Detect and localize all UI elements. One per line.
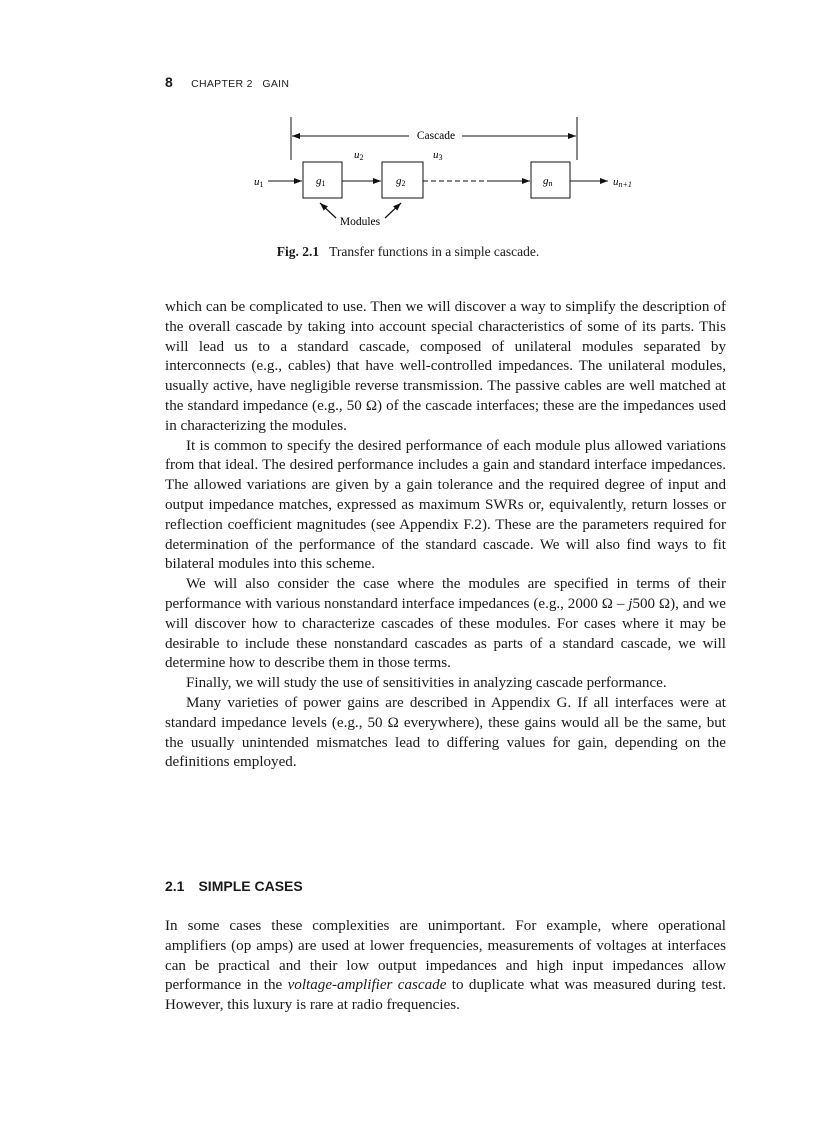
figure-caption-label: Fig. 2.1 [276,244,320,259]
paragraph: which can be complicated to use. Then we will discover a way to simplify the description of the overall cascade by taking into account special characteristics of some of its parts. This will lead us to a standard cascade, composed of unilateral modules separated by interconnects (e.g., cables) that have well-controlled impedances. The unilateral modules, usually active, have negligible reverse transmission. The passive cables are well matched at the standard impedance (e.g., 50 Ω) of the cascade interfaces; these are the impedances used in characterizing the modules. [165,299,726,434]
paragraph: It is common to specify the desired performance of each module plus allowed variations from that ideal. The desired performance includes a gain and standard interface impedances. The allowed variations are given by a gain tolerance and the required degree of input and output impedance matches, expressed as maximum SWRs or, equivalently, return losses or reflection coefficient magnitudes (see Appendix F.2). These are the parameters required for determination of the performance of the standard cascade. We will also find ways to fit bilateral modules into this scheme. [165,437,726,573]
emphasis: voltage-amplifier cascade [287,977,447,994]
modules-pointer-right [385,203,401,218]
section-body-text [165,917,726,1016]
section-number: 2.1 [165,878,185,894]
paragraph: In some cases these complexities are unimportant. For example, where operational amplifiers (op amps) are used at lower frequencies, measurements of voltages at interfaces can be practical and their low output impedances and high input impedances allow performance in the voltage-amplifier cascade to duplicate what was measured during test. However, this luxury is rare at radio frequencies. [165,918,726,1014]
u3-label: u3 [433,149,443,162]
page-header [165,74,289,90]
running-head: CHAPTER 2 GAIN [191,78,290,90]
modules-pointer-left [320,203,336,218]
cascade-figure [0,110,816,245]
u1-label: u1 [254,176,264,189]
modules-label: Modules [339,216,381,228]
cascade-label: Cascade [416,130,456,142]
figure-caption [0,244,816,260]
section-title: SIMPLE CASES [198,878,303,894]
module-gn-label: gn [543,175,553,188]
section-heading [165,878,303,894]
page-number: 8 [165,74,174,90]
un1-label: un+1 [613,176,632,189]
u2-label: u2 [354,149,364,162]
figure-caption-text: Transfer functions in a simple cascade. [329,244,540,259]
paragraph: We will also consider the case where the modules are specified in terms of their performance with various nonstandard interface impedances (e.g., 2000 Ω – j500 Ω), and we will discover how to characterize cascades of these modules. For cases where it may be desirable to include these nonstandard cascades as parts of a standard cascade, we will determine how to describe them in those terms. [165,576,726,672]
module-g2-label: g2 [396,175,406,188]
module-g1-label: g1 [316,175,326,188]
paragraph: Many varieties of power gains are described in Appendix G. If all interfaces were at standard impedance levels (e.g., 50 Ω everywhere), these gains would all be the same, but the usually unintended mismatches lead to differing values for gain, depending on the definitions employed. [165,694,726,771]
paragraph: Finally, we will study the use of sensitivities in analyzing cascade performance. [186,675,667,692]
body-text [165,298,726,773]
